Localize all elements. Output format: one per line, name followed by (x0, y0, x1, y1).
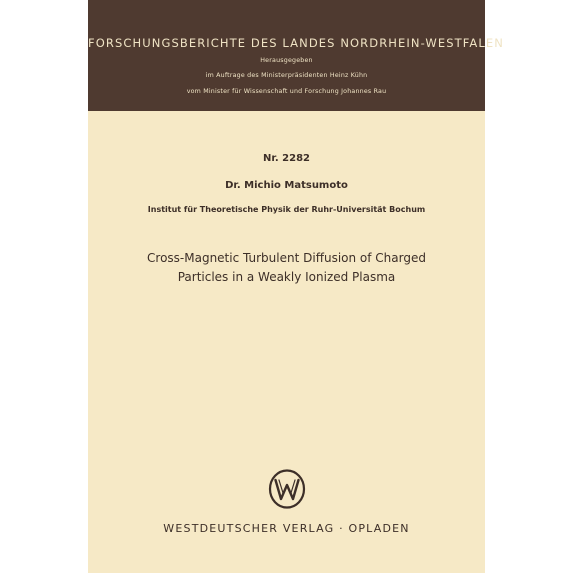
editor-line-2: im Auftrage des Ministerpräsidenten Heinz Kühn (205, 72, 368, 79)
book-title-line-2: Particles in a Weakly Ionized Plasma (177, 270, 396, 284)
book-cover (88, 0, 504, 573)
editor-line-1: Herausgegeben (260, 57, 313, 64)
author-name: Dr. Michio Matsumoto (225, 180, 348, 191)
series-title: FORSCHUNGSBERICHTE DES LANDES NORDRHEIN-WESTFALEN (88, 36, 504, 50)
w-circle-logo-icon (268, 469, 306, 509)
editor-line-3: vom Minister für Wissenschaft und Forschung Johannes Rau (186, 88, 387, 95)
book-title-line-1: Cross-Magnetic Turbulent Diffusion of Charged (147, 251, 426, 265)
series-banner (88, 0, 504, 111)
publisher-name: WESTDEUTSCHER VERLAG · OPLADEN (163, 522, 410, 535)
report-number: Nr. 2282 (263, 153, 310, 164)
institution: Institut für Theoretische Physik der Ruhr-Universität Bochum (147, 205, 426, 214)
